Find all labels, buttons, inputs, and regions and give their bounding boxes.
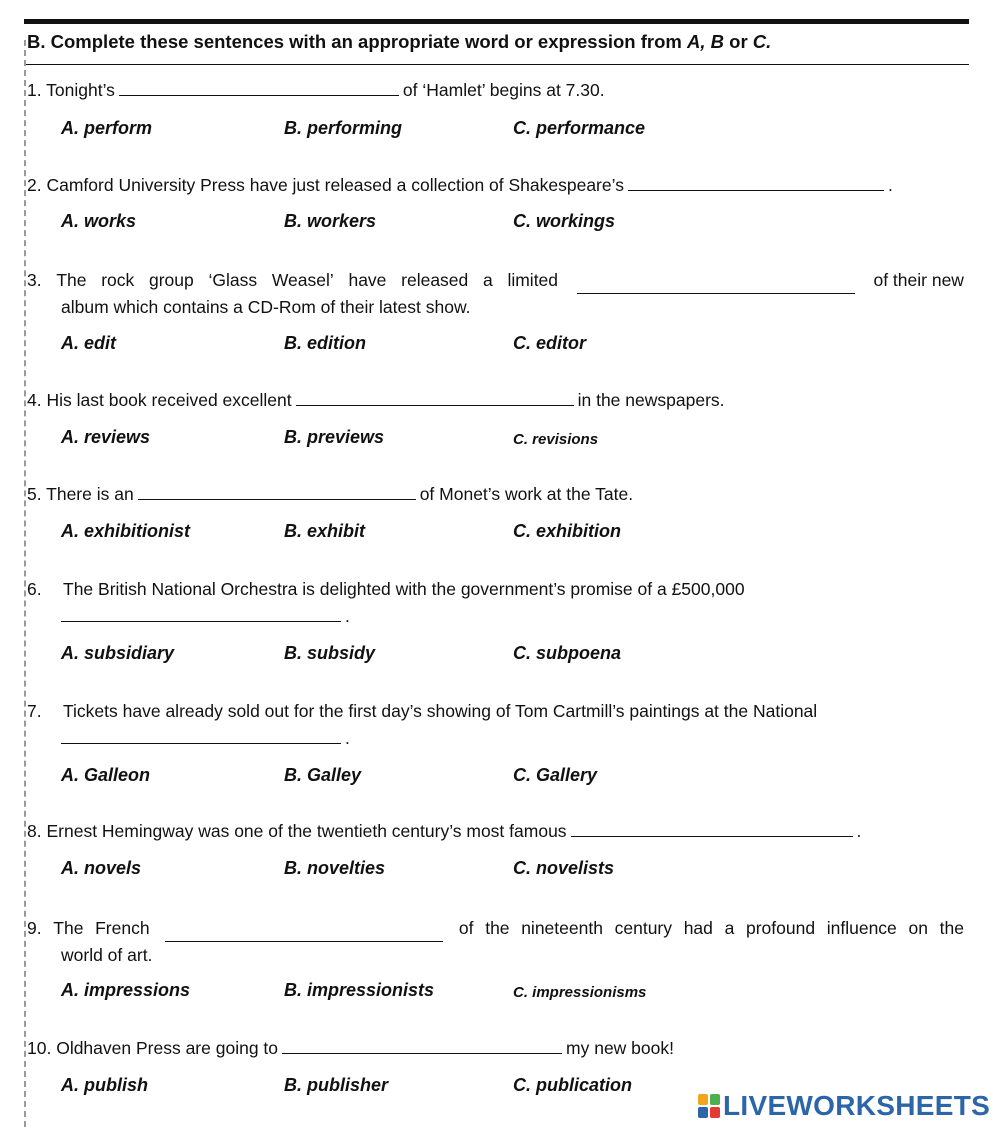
option-8b[interactable]: B. novelties: [284, 858, 386, 878]
logo-square-1: [698, 1094, 708, 1105]
question-5: 5. There is an of Monet’s work at the Tate.: [27, 481, 633, 508]
option-6c[interactable]: C. subpoena: [513, 643, 622, 663]
answer-blank-4[interactable]: [296, 387, 574, 406]
option-1c[interactable]: C. performance: [513, 118, 646, 138]
option-7b[interactable]: B. Galley: [284, 765, 362, 785]
left-margin-dashes: [24, 40, 26, 1127]
option-10c[interactable]: C. publication: [513, 1075, 632, 1095]
option-10b[interactable]: B. publisher: [284, 1075, 389, 1095]
question-1: 1. Tonight’s of ‘Hamlet’ begins at 7.30.: [27, 77, 605, 104]
option-2b[interactable]: B. workers: [284, 211, 377, 231]
answer-blank-6[interactable]: [61, 603, 341, 622]
option-5c[interactable]: C. exhibition: [513, 521, 621, 541]
logo-square-4: [710, 1107, 720, 1118]
answer-blank-10[interactable]: [282, 1035, 562, 1054]
option-8c[interactable]: C. novelists: [513, 858, 615, 878]
answer-blank-1[interactable]: [119, 77, 399, 96]
option-5a[interactable]: A. exhibitionist: [61, 521, 191, 541]
question-6-line-2: .: [61, 603, 350, 630]
option-6b[interactable]: B. subsidy: [284, 643, 376, 663]
logo-square-3: [698, 1107, 708, 1118]
option-2a[interactable]: A. works: [61, 211, 137, 231]
liveworksheets-logo-icon: [698, 1094, 720, 1118]
option-9b[interactable]: B. impressionists: [284, 980, 435, 1000]
answer-blank-2[interactable]: [628, 172, 884, 191]
option-7a[interactable]: A. Galleon: [61, 765, 151, 785]
answer-blank-5[interactable]: [138, 481, 416, 500]
option-1b[interactable]: B. performing: [284, 118, 403, 138]
option-9c[interactable]: C. impressionisms: [513, 984, 647, 1001]
option-3b[interactable]: B. edition: [284, 333, 366, 353]
answer-blank-7[interactable]: [61, 725, 341, 744]
option-9a[interactable]: A. impressions: [61, 980, 191, 1000]
option-7c[interactable]: C. Gallery: [513, 765, 598, 785]
answer-blank-3[interactable]: [577, 275, 855, 294]
answer-blank-8[interactable]: [571, 818, 853, 837]
top-rule: [24, 19, 969, 24]
question-8: 8. Ernest Hemingway was one of the twentieth century’s most famous .: [27, 818, 861, 845]
question-10: 10. Oldhaven Press are going to my new book!: [27, 1035, 674, 1062]
option-5b[interactable]: B. exhibit: [284, 521, 366, 541]
heading-rule: [24, 64, 969, 65]
logo-square-2: [710, 1094, 720, 1105]
option-2c[interactable]: C. workings: [513, 211, 616, 231]
option-4a[interactable]: A. reviews: [61, 427, 151, 447]
option-4c[interactable]: C. revisions: [513, 431, 599, 448]
section-heading: B. Complete these sentences with an appropriate word or expression from A, B or C.: [27, 31, 772, 52]
question-7: 7. Tickets have already sold out for the first day’s showing of Tom Cartmill’s paintings at the National: [27, 701, 818, 721]
question-4: 4. His last book received excellent in the newspapers.: [27, 387, 725, 414]
option-3a[interactable]: A. edit: [61, 333, 117, 353]
question-9-line-1: 9. The French of the nineteenth century had a profound influence on the: [27, 915, 964, 942]
question-3-line-2: album which contains a CD-Rom of their latest show.: [61, 297, 471, 317]
option-6a[interactable]: A. subsidiary: [61, 643, 175, 663]
question-7-line-2: .: [61, 725, 350, 752]
question-6: 6. The British National Orchestra is delighted with the government’s promise of a £500,000: [27, 579, 745, 599]
question-3-line-1: 3. The rock group ‘Glass Weasel’ have released a limited of their new: [27, 267, 964, 294]
option-8a[interactable]: A. novels: [61, 858, 142, 878]
logo-text: LIVEWORKSHEETS: [723, 1090, 991, 1121]
liveworksheets-logo: [698, 1090, 990, 1122]
question-2: 2. Camford University Press have just released a collection of Shakespeare’s .: [27, 172, 893, 199]
option-1a[interactable]: A. perform: [61, 118, 153, 138]
question-9-line-2: world of art.: [61, 945, 153, 965]
option-4b[interactable]: B. previews: [284, 427, 385, 447]
option-3c[interactable]: C. editor: [513, 333, 587, 353]
option-10a[interactable]: A. publish: [61, 1075, 148, 1095]
answer-blank-9[interactable]: [165, 923, 443, 942]
